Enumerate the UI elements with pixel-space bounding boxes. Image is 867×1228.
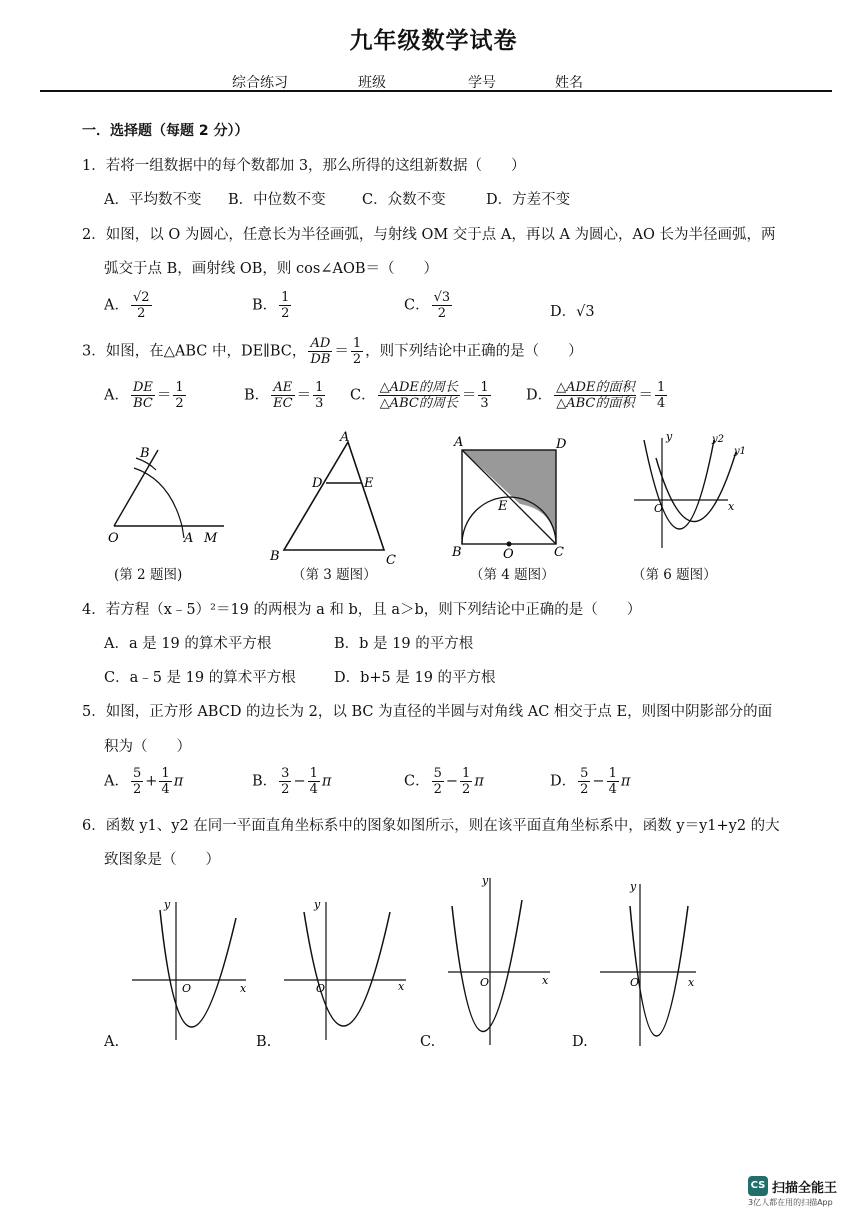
scanner-watermark — [748, 1176, 858, 1208]
svg-text:x: x — [398, 980, 405, 993]
figure-4 — [448, 432, 578, 562]
scanner-app-name: 扫描全能王 — [772, 1180, 838, 1196]
cs-logo-icon: CS — [748, 1176, 768, 1196]
q2-option-b: B． $\frac{1}{2}$ — [252, 290, 290, 321]
svg-text:y: y — [314, 898, 321, 911]
svg-text:x: x — [542, 974, 549, 987]
figure-6-caption: （第 6 题图） — [632, 567, 717, 583]
svg-text:y: y — [666, 430, 673, 443]
q6-option-a: A. — [104, 1034, 120, 1050]
svg-text:O: O — [182, 982, 192, 995]
ray-ob — [114, 450, 158, 526]
parabola-c — [452, 900, 522, 1032]
svg-text:y2: y2 — [712, 434, 725, 445]
svg-text:y: y — [164, 898, 171, 911]
curve-y2 — [644, 440, 714, 529]
name-field — [555, 72, 663, 92]
q1-option-b: B．中位数不变 — [228, 192, 326, 208]
svg-text:O: O — [108, 531, 119, 546]
q3-option-c: C． $\frac{\text{△ADE的周长}}{\text{△ABC的周长}}$ ＝ $\frac{1}{3}$ — [350, 380, 489, 411]
q6-graph-c — [442, 870, 562, 1050]
svg-text:x: x — [240, 982, 247, 995]
svg-text:O: O — [503, 547, 514, 562]
figure-2-caption: (第 2 题图) — [114, 567, 183, 583]
svg-text:A: A — [454, 435, 464, 450]
svg-text:y: y — [482, 874, 489, 887]
q5-option-a: A． $\frac{5}{2}$ + $\frac{1}{4}$ π — [104, 766, 184, 797]
q6-graph-b — [280, 890, 410, 1050]
q3-option-a: A． $\frac{DE}{BC}$ ＝ $\frac{1}{2}$ — [104, 380, 184, 411]
svg-text:O: O — [654, 502, 664, 515]
q4-option-b: B．b 是 19 的平方根 — [334, 636, 474, 652]
q6-stem-line1: 6．函数 y1、y2 在同一平面直角坐标系中的图象如图所示，则在该平面直角坐标系中，函数 y＝y1+y2 的大 — [82, 818, 780, 834]
svg-text:A: A — [340, 430, 350, 445]
q3-option-b: B． $\frac{AE}{EC}$ ＝ $\frac{1}{3}$ — [244, 380, 324, 411]
header-rule — [40, 90, 832, 92]
id-label: 学号 — [468, 75, 496, 91]
q2-option-c: C． $\frac{√3}{2}$ — [404, 290, 451, 321]
q2-stem-line1: 2．如图，以 O 为圆心，任意长为半径画弧，与射线 OM 交于点 A，再以 A 为圆心，AO 长为半径画弧，两 — [82, 227, 776, 243]
svg-text:C: C — [386, 553, 396, 568]
svg-text:x: x — [688, 976, 695, 989]
svg-text:B: B — [140, 446, 150, 461]
q5-stem-line2: 积为（ ） — [104, 739, 191, 755]
figure-3-caption: （第 3 题图） — [292, 567, 377, 583]
q1-option-d: D．方差不变 — [486, 192, 571, 208]
svg-text:O: O — [316, 982, 326, 995]
class-label: 班级 — [358, 75, 386, 91]
parabola-a — [160, 910, 236, 1027]
q3-option-d: D． $\frac{\text{△ADE的面积}}{\text{△ABC的面积}}$ ＝ $\frac{1}{4}$ — [526, 380, 666, 411]
svg-text:A: A — [184, 531, 194, 546]
q4-option-c: C．a﹣5 是 19 的算术平方根 — [104, 670, 296, 686]
triangle-abc — [284, 442, 384, 550]
q4-option-a: A．a 是 19 的算术平方根 — [104, 636, 272, 652]
section-heading: 一．选择题（每题 2 分）） — [82, 123, 249, 139]
parabola-d — [630, 906, 688, 1036]
q5-option-c: C． $\frac{5}{2}$ − $\frac{1}{2}$ π — [404, 766, 484, 797]
q5-option-b: B． $\frac{3}{2}$ − $\frac{1}{4}$ π — [252, 766, 332, 797]
svg-text:y1: y1 — [734, 446, 747, 457]
svg-text:C: C — [554, 545, 564, 560]
name-label: 姓名 — [555, 75, 583, 91]
q4-option-d: D．b+5 是 19 的平方根 — [334, 670, 496, 686]
q1-option-c: C．众数不变 — [362, 192, 446, 208]
q4-stem: 4．若方程（x﹣5）²＝19 的两根为 a 和 b，且 a＞b，则下列结论中正确的是（ ） — [82, 602, 642, 618]
exam-title: 九年级数学试卷 — [349, 28, 518, 54]
q6-stem-line2: 致图象是（ ） — [104, 852, 220, 868]
figure-2 — [100, 440, 230, 555]
svg-text:B: B — [452, 545, 462, 560]
svg-text:E: E — [364, 476, 374, 491]
svg-text:E: E — [498, 499, 508, 514]
class-field — [358, 72, 454, 92]
q2-stem-line2: 弧交于点 B，画射线 OB，则 cos∠AOB＝（ ） — [104, 261, 438, 277]
q6-graph-d — [596, 876, 716, 1052]
svg-text:O: O — [480, 976, 490, 989]
q1-option-a: A．平均数不变 — [104, 192, 202, 208]
scanner-tagline: 3亿人都在用的扫描App — [748, 1198, 833, 1207]
svg-text:D: D — [312, 476, 323, 491]
center-o — [507, 542, 512, 547]
parabola-b — [304, 912, 390, 1026]
svg-text:B: B — [270, 549, 280, 564]
practice-label: 综合练习 — [232, 75, 288, 91]
q6-option-d: D. — [572, 1034, 588, 1050]
q6-graph-a — [126, 890, 256, 1050]
curve-y1 — [656, 452, 736, 522]
q2-option-d: D．√3 — [550, 304, 595, 320]
q6-option-b: B. — [256, 1034, 272, 1050]
figure-3 — [266, 428, 406, 568]
q3-stem: 3．如图，在△ABC 中，DE∥BC， $\frac{AD}{DB}$ ＝ $\frac{1}{2}$ ，则下列结论中正确的是（ ） — [82, 336, 583, 367]
figure-6 — [628, 428, 748, 558]
svg-text:M: M — [204, 531, 218, 546]
q5-option-d: D． $\frac{5}{2}$ − $\frac{1}{4}$ π — [550, 766, 631, 797]
id-field — [468, 72, 538, 92]
q1-stem: 1．若将一组数据中的每个数都加 3，那么所得的这组新数据（ ） — [82, 158, 526, 174]
svg-text:D: D — [556, 437, 567, 452]
svg-text:O: O — [630, 976, 640, 989]
figure-4-caption: （第 4 题图） — [470, 567, 555, 583]
svg-text:x: x — [728, 500, 735, 513]
q6-option-c: C. — [420, 1034, 436, 1050]
q5-stem-line1: 5．如图，正方形 ABCD 的边长为 2，以 BC 为直径的半圆与对角线 AC 相交于点 E，则图中阴影部分的面 — [82, 704, 773, 720]
q2-option-a: A． $\frac{√2}{2}$ — [104, 290, 150, 321]
svg-text:y: y — [630, 880, 637, 893]
